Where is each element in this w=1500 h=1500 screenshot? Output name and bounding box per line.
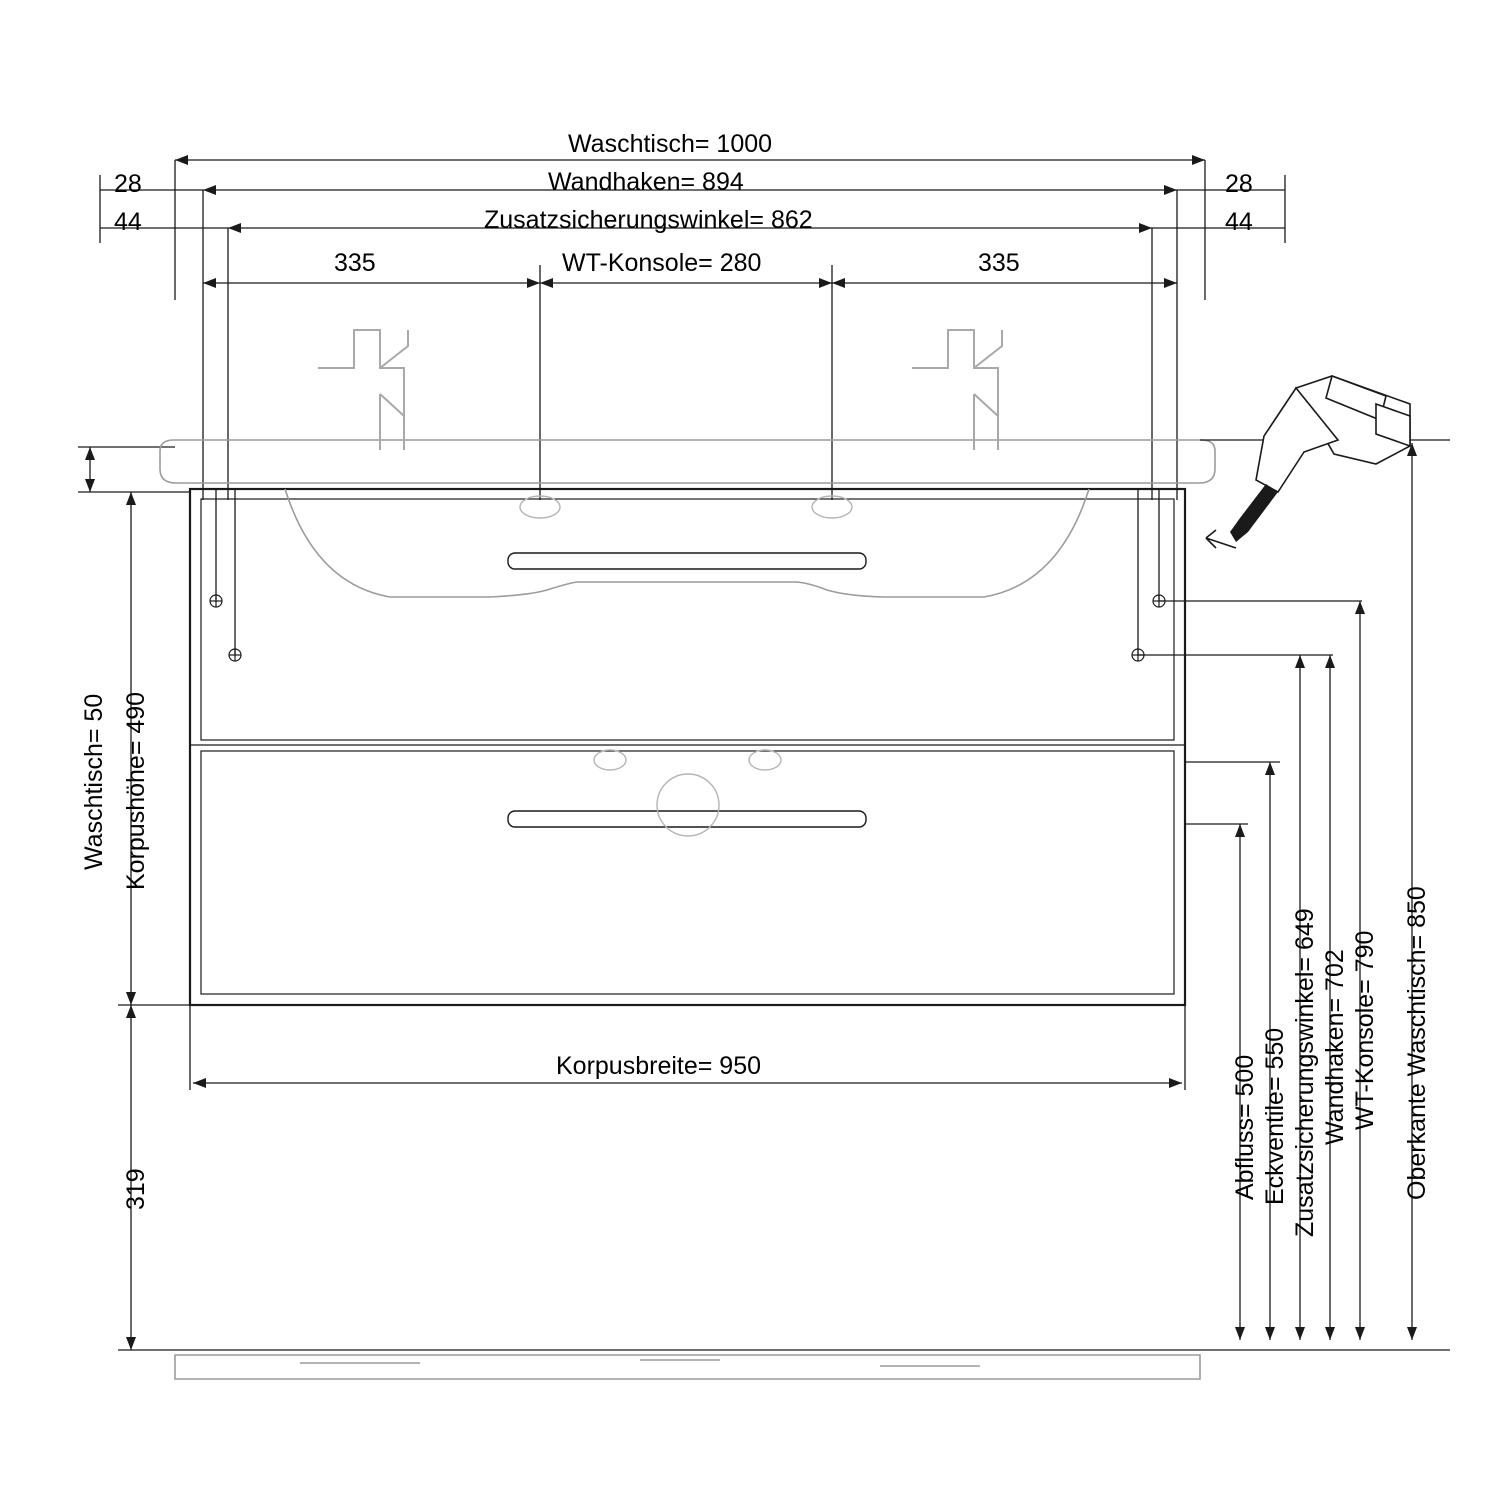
dim-wandhaken-breite: Wandhaken= 894 [548,168,744,196]
dim-korpushoehe: Korpushöhe= 490 [122,691,150,890]
dim-left-28: 28 [114,170,142,198]
dim-right-44: 44 [1225,208,1253,236]
dim-wt-konsole-breite: WT-Konsole= 280 [562,249,762,277]
dim-right-28: 28 [1225,170,1253,198]
dim-abfluss: Abfluss= 500 [1231,1054,1259,1200]
caulking-gun-icon [1206,376,1410,548]
dim-left-335: 335 [334,249,376,277]
dim-zusatzsicherungswinkel-hoehe: Zusatzsicherungswinkel= 649 [1291,908,1319,1237]
dim-korpusbreite: Korpusbreite= 950 [556,1052,762,1080]
dim-wandhaken-hoehe: Wandhaken= 702 [1321,949,1349,1145]
dim-waschtisch-breite: Waschtisch= 1000 [568,130,773,158]
dim-eckventile: Eckventile= 550 [1261,1027,1289,1205]
dim-zusatzsicherungswinkel-breite: Zusatzsicherungswinkel= 862 [484,206,813,234]
dim-wt-konsole-hoehe: WT-Konsole= 790 [1351,930,1379,1130]
dim-sockel-319: 319 [122,1168,150,1210]
dim-waschtisch-hoehe: Waschtisch= 50 [80,693,108,870]
dim-oberkante-waschtisch: Oberkante Waschtisch= 850 [1403,886,1431,1200]
dim-left-44: 44 [114,208,142,236]
dim-right-335: 335 [978,249,1020,277]
